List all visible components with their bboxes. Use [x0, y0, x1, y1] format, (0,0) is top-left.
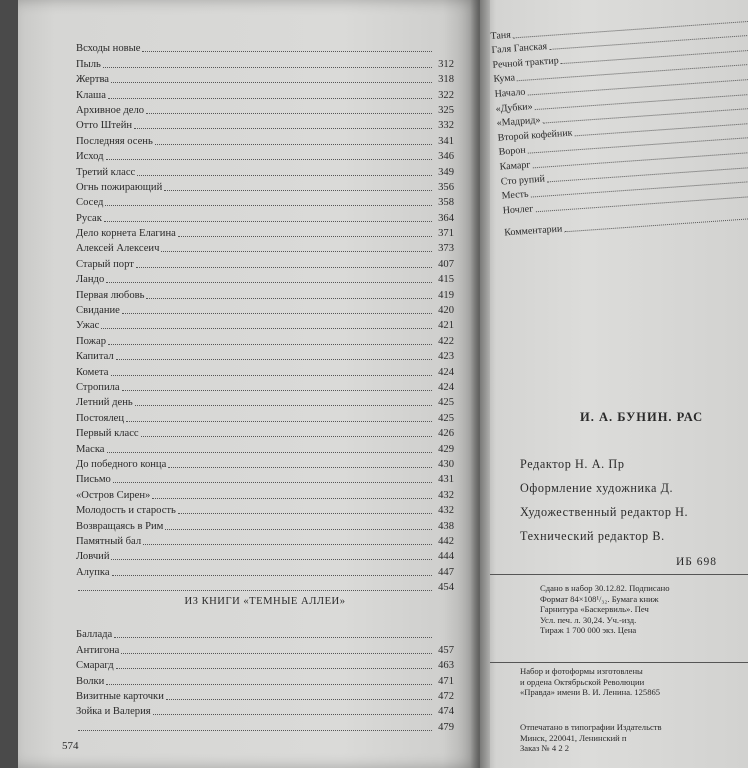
toc-page: 346 — [438, 151, 454, 163]
toc-page: 463 — [438, 660, 454, 672]
dot-leader — [116, 668, 432, 669]
toc-entry — [76, 548, 454, 563]
dot-leader — [165, 529, 432, 530]
imprint-line: Формат 84×108¹/₃₂. Бумага книж — [540, 593, 659, 604]
toc-title: Сосед — [76, 197, 104, 209]
dot-leader — [104, 221, 432, 222]
toc-entry — [76, 533, 454, 548]
dot-leader — [101, 328, 432, 329]
toc-title: Пыль — [76, 58, 101, 70]
toc-page: 432 — [438, 505, 454, 517]
dot-leader — [146, 298, 432, 299]
toc-entry — [76, 409, 454, 424]
toc-page: 426 — [438, 428, 454, 440]
dot-leader — [141, 436, 432, 437]
page-number: 574 — [62, 740, 79, 752]
toc-entry — [76, 271, 454, 286]
imprint-line: «Правда» имени В. И. Ленина. 125865 — [520, 687, 661, 698]
toc-page: 312 — [438, 58, 454, 70]
toc-entry — [76, 209, 454, 224]
toc-title: Ворон — [498, 145, 527, 159]
dot-leader — [106, 684, 432, 685]
book-spine — [470, 0, 490, 768]
imprint-line: Заказ № 4 2 2 — [520, 743, 570, 754]
toc-entry — [76, 132, 454, 147]
toc-page: 420 — [438, 305, 454, 317]
toc-title: Антигона — [76, 644, 120, 656]
divider — [490, 574, 748, 575]
toc-entry — [76, 626, 454, 641]
toc-title: Второй кофейник — [497, 127, 573, 144]
toc-page: 373 — [438, 243, 454, 255]
toc-entry — [76, 517, 454, 532]
toc-entry — [76, 240, 454, 255]
toc-title: «Мадрид» — [496, 114, 541, 129]
dot-leader — [78, 730, 432, 731]
toc-entry — [76, 363, 454, 378]
imprint-line: Сдано в набор 30.12.82. Подписано — [540, 583, 670, 593]
toc-page: 349 — [438, 166, 454, 178]
toc-title: Молодость и старость — [76, 505, 176, 517]
toc-page: 471 — [438, 675, 454, 687]
imprint-line: Минск, 220041, Ленинский п — [520, 732, 627, 743]
toc-entry — [76, 579, 454, 594]
toc-page: 356 — [438, 181, 454, 193]
toc-title: Комета — [76, 366, 109, 378]
credit-line: Художественный редактор Н. — [520, 505, 689, 519]
toc-entry — [76, 486, 454, 501]
toc-title: Памятный бал — [76, 535, 142, 547]
dot-leader — [178, 236, 432, 237]
typography-block — [520, 722, 748, 754]
dot-leader — [135, 405, 432, 406]
dot-leader — [105, 205, 432, 206]
toc-page: 358 — [438, 197, 454, 209]
dot-leader — [143, 544, 432, 545]
toc-title: Ловчий — [76, 551, 110, 563]
dot-leader — [111, 559, 432, 560]
dot-leader — [155, 144, 432, 145]
credit-line: Оформление художника Д. — [520, 481, 674, 495]
toc-title: Дело корнета Елагина — [76, 228, 176, 240]
toc-page: 425 — [438, 397, 454, 409]
dot-leader — [153, 714, 432, 715]
toc-title: Алексей Алексеич — [76, 243, 160, 255]
toc-title: Возвращаясь в Рим — [76, 520, 164, 532]
dot-leader — [122, 313, 432, 314]
table-of-contents — [76, 40, 454, 594]
toc-page: 447 — [438, 566, 454, 578]
author-title: И. А. БУНИН. РАС — [580, 410, 704, 424]
right-table-of-contents — [490, 9, 748, 240]
toc-entry — [76, 703, 454, 718]
toc-page: 325 — [438, 104, 454, 116]
table-of-contents-dark-alleys — [76, 626, 454, 734]
toc-entry — [76, 425, 454, 440]
dot-leader — [106, 159, 433, 160]
toc-title: Начало — [494, 86, 526, 100]
toc-page: 415 — [438, 274, 454, 286]
divider — [490, 662, 748, 663]
credit-line: Технический редактор В. — [520, 529, 665, 543]
imprint-line: Гарнитура «Баскервиль». Печ — [540, 604, 649, 615]
dot-leader — [113, 482, 432, 483]
imprint-line: Набор и фотоформы изготовлены — [520, 666, 643, 676]
credit-line: Редактор Н. А. Пр — [520, 457, 625, 471]
dot-leader — [126, 421, 432, 422]
dot-leader — [116, 359, 432, 360]
toc-page: 424 — [438, 381, 454, 393]
toc-entry — [76, 148, 454, 163]
toc-entry — [76, 641, 454, 656]
toc-title: Русак — [76, 212, 102, 224]
imprint-block — [540, 583, 748, 636]
dot-leader — [106, 282, 432, 283]
toc-page: 421 — [438, 320, 454, 332]
toc-title: Маска — [76, 443, 105, 455]
toc-page: 424 — [438, 366, 454, 378]
toc-title: Алупка — [76, 566, 110, 578]
dot-leader — [121, 653, 432, 654]
toc-entry — [76, 672, 454, 687]
dot-leader — [108, 98, 432, 99]
toc-title: Смарагд — [76, 660, 114, 672]
toc-entry — [76, 102, 454, 117]
credits — [520, 452, 688, 548]
toc-title: Пожар — [76, 335, 107, 347]
toc-page: 457 — [438, 644, 454, 656]
dot-leader — [114, 637, 432, 638]
dot-leader — [142, 51, 432, 52]
printer-block — [520, 666, 748, 698]
toc-title: Ужас — [76, 320, 100, 332]
toc-title: «Остров Сирен» — [76, 489, 151, 501]
dot-leader — [136, 267, 432, 268]
dot-leader — [111, 375, 433, 376]
toc-entry — [76, 255, 454, 270]
toc-title: Стропила — [76, 381, 120, 393]
dot-leader — [111, 82, 432, 83]
toc-title: Письмо — [76, 474, 111, 486]
toc-title: Камарг — [499, 159, 531, 173]
toc-page: 341 — [438, 135, 454, 147]
toc-title: Ночлег — [502, 203, 534, 217]
toc-title: Месть — [501, 188, 529, 202]
toc-title: Ландо — [76, 274, 105, 286]
toc-title: Речной трактир — [492, 55, 560, 71]
toc-entry — [76, 225, 454, 240]
toc-title: Жертва — [76, 74, 110, 86]
toc-title: Постоялец — [76, 412, 125, 424]
imprint-line: и ордена Октябрьской Революции — [520, 676, 645, 687]
dot-leader — [78, 590, 432, 591]
toc-title: Галя Ганская — [491, 41, 548, 57]
imprint-line: Усл. печ. л. 30,24. Уч.-изд. — [540, 614, 637, 625]
toc-page: 430 — [438, 458, 454, 470]
toc-page: 423 — [438, 351, 454, 363]
toc-title: Всходы новые — [76, 43, 141, 55]
toc-entry — [76, 317, 454, 332]
toc-title: «Дубки» — [495, 100, 533, 115]
toc-page: 479 — [438, 721, 454, 733]
toc-title: Первый класс — [76, 428, 139, 440]
toc-title: Зойка и Валерия — [76, 706, 151, 718]
toc-entry — [76, 657, 454, 672]
toc-page: 432 — [438, 489, 454, 501]
toc-page: 438 — [438, 520, 454, 532]
dot-leader — [168, 467, 432, 468]
toc-entry — [76, 332, 454, 347]
toc-entry — [76, 163, 454, 178]
toc-title: Клаша — [76, 89, 106, 101]
section-heading: ИЗ КНИГИ «ТЕМНЫЕ АЛЛЕИ» — [184, 596, 346, 607]
toc-title: Огнь пожирающий — [76, 181, 163, 193]
toc-page: 318 — [438, 74, 454, 86]
imprint-line: Отпечатано в типографии Издательств — [520, 722, 662, 732]
dot-leader — [122, 390, 432, 391]
toc-entry — [76, 194, 454, 209]
dot-leader — [134, 128, 432, 129]
dot-leader — [108, 344, 432, 345]
toc-title: Визитные карточки — [76, 690, 164, 702]
toc-title: Первая любовь — [76, 289, 145, 301]
toc-title: Третий класс — [76, 166, 136, 178]
toc-entry — [76, 563, 454, 578]
toc-title: Старый порт — [76, 258, 134, 270]
toc-page: 444 — [438, 551, 454, 563]
toc-entry — [76, 394, 454, 409]
toc-page: 364 — [438, 212, 454, 224]
toc-title: До победного конца — [76, 458, 167, 470]
toc-entry — [76, 71, 454, 86]
toc-title: Отто Штейн — [76, 120, 133, 132]
toc-title: Волки — [76, 675, 105, 687]
dot-leader — [112, 575, 432, 576]
dot-leader — [137, 175, 432, 176]
toc-entry — [76, 440, 454, 455]
toc-title: Свидание — [76, 305, 120, 317]
toc-entry — [76, 502, 454, 517]
dot-leader — [146, 113, 432, 114]
dot-leader — [164, 190, 432, 191]
toc-title: Таня — [490, 29, 512, 42]
toc-page: 454 — [438, 582, 454, 594]
toc-entry — [76, 86, 454, 101]
dot-leader — [166, 699, 432, 700]
toc-entry — [76, 55, 454, 70]
toc-page: 429 — [438, 443, 454, 455]
toc-title: Исход — [76, 151, 104, 163]
imprint-line: Тираж 1 700 000 экз. Цена — [540, 625, 637, 636]
toc-entry — [76, 302, 454, 317]
dot-leader — [161, 251, 432, 252]
toc-title: Последняя осень — [76, 135, 153, 147]
toc-entry — [76, 348, 454, 363]
toc-entry — [76, 688, 454, 703]
toc-page: 407 — [438, 258, 454, 270]
toc-entry — [76, 456, 454, 471]
toc-entry — [76, 117, 454, 132]
toc-page: 419 — [438, 289, 454, 301]
toc-page: 371 — [438, 228, 454, 240]
toc-title: Комментарии — [503, 223, 563, 239]
toc-page: 474 — [438, 706, 454, 718]
toc-page: 422 — [438, 335, 454, 347]
toc-title: Сто рупий — [500, 173, 546, 188]
toc-title: Капитал — [76, 351, 114, 363]
dot-leader — [107, 452, 432, 453]
toc-page: 442 — [438, 535, 454, 547]
dot-leader — [103, 67, 432, 68]
toc-entry — [76, 286, 454, 301]
ib-number: ИБ 698 — [676, 556, 718, 568]
toc-entry — [76, 471, 454, 486]
toc-page: 431 — [438, 474, 454, 486]
toc-page: 472 — [438, 690, 454, 702]
toc-title: Архивное дело — [76, 104, 145, 116]
toc-page: 425 — [438, 412, 454, 424]
toc-title: Баллада — [76, 629, 113, 641]
toc-page: 332 — [438, 120, 454, 132]
toc-entry — [76, 379, 454, 394]
dot-leader — [178, 513, 432, 514]
toc-entry — [76, 40, 454, 55]
toc-entry — [76, 718, 454, 733]
toc-title: Кума — [493, 72, 516, 86]
toc-title: Летний день — [76, 397, 133, 409]
toc-page: 322 — [438, 89, 454, 101]
toc-entry — [76, 179, 454, 194]
dot-leader — [152, 498, 432, 499]
